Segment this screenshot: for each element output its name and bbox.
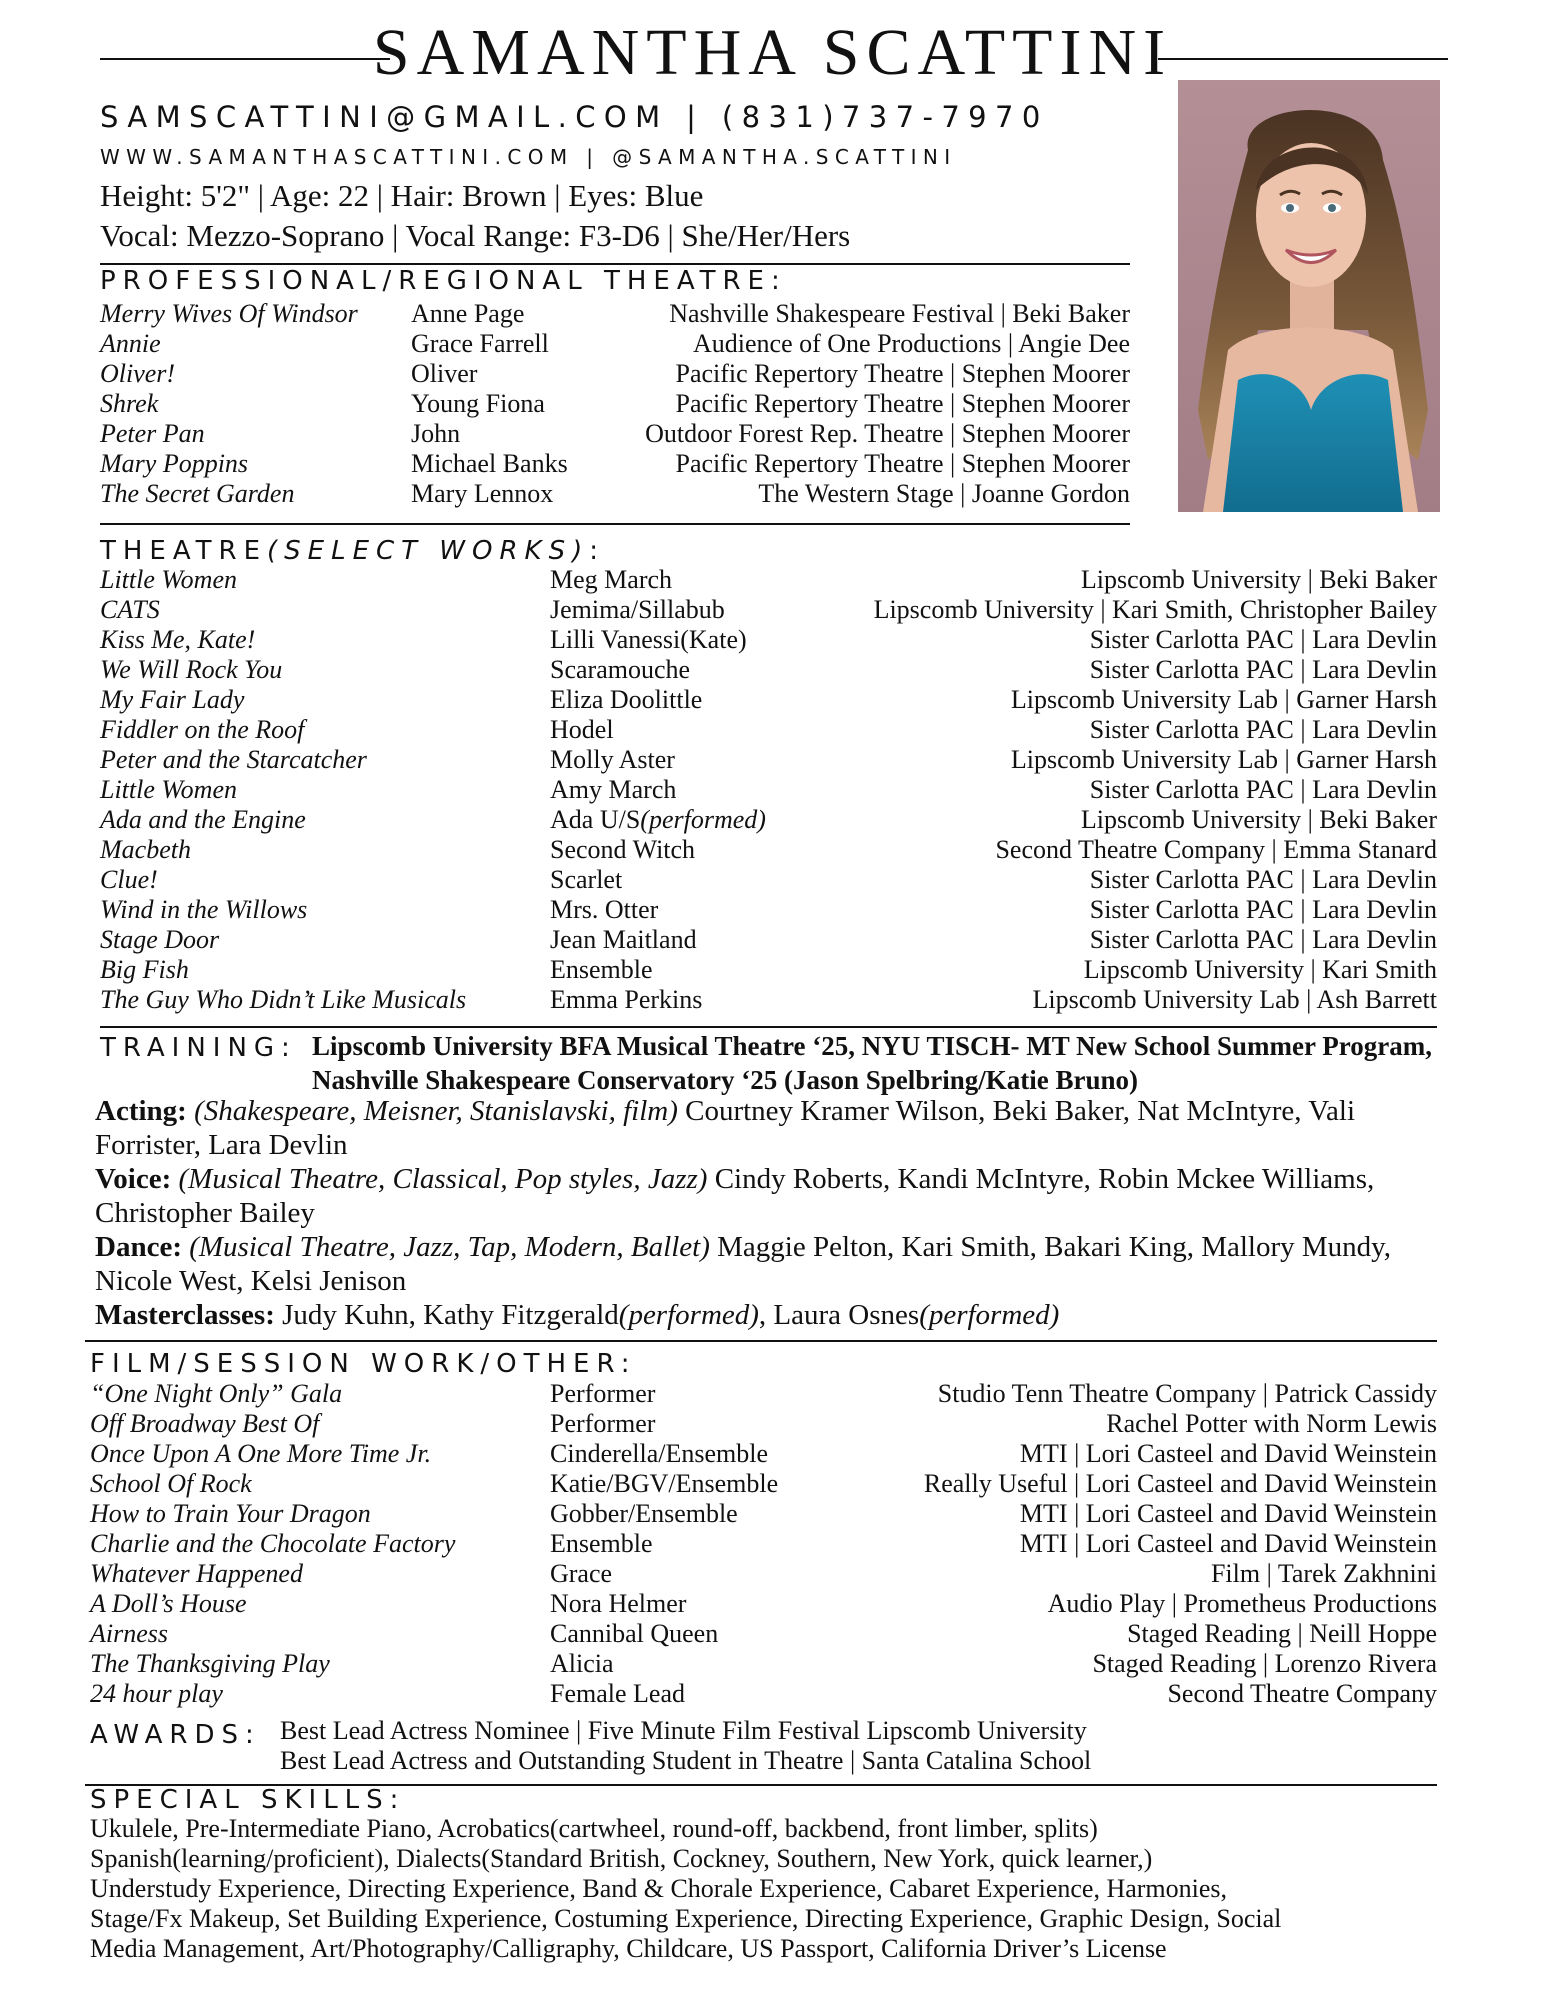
credit-row xyxy=(90,1379,1437,1409)
credit-show: Stage Door xyxy=(100,925,220,954)
physical-stats: Height: 5'2" | Age: 22 | Hair: Brown | Eyes: Blue xyxy=(100,178,704,213)
acting-styles: (Shakespeare, Meisner, Stanislavski, film) xyxy=(194,1095,678,1127)
credit-role: Hodel xyxy=(550,715,614,744)
credit-show: Wind in the Willows xyxy=(100,895,308,924)
skills-line: Media Management, Art/Photography/Calligraphy, Childcare, US Passport, California Driver’s License xyxy=(90,1934,1167,1963)
credit-company: Nashville Shakespeare Festival | Beki Baker xyxy=(669,299,1130,328)
credit-row xyxy=(100,925,1437,955)
credit-row xyxy=(90,1469,1437,1499)
credit-show: Airness xyxy=(90,1619,168,1648)
credit-company: Sister Carlotta PAC | Lara Devlin xyxy=(1089,895,1437,924)
credit-company: Pacific Repertory Theatre | Stephen Moorer xyxy=(675,449,1130,478)
credit-show: CATS xyxy=(100,595,160,624)
credit-company: Second Theatre Company | Emma Stanard xyxy=(995,835,1437,864)
credit-company: Sister Carlotta PAC | Lara Devlin xyxy=(1089,865,1437,894)
credit-company: Audience of One Productions | Angie Dee xyxy=(693,329,1130,358)
performed-note: (performed) xyxy=(919,1299,1060,1331)
credit-show: Fiddler on the Roof xyxy=(100,715,305,744)
credit-row xyxy=(100,359,1130,389)
header-rule-right xyxy=(1158,58,1448,60)
credit-row xyxy=(90,1439,1437,1469)
credit-row xyxy=(100,895,1437,925)
training-masterclasses xyxy=(95,1298,1440,1332)
credit-company: Rachel Potter with Norm Lewis xyxy=(1106,1409,1437,1438)
credit-show: The Thanksgiving Play xyxy=(90,1649,330,1678)
voice-styles: (Musical Theatre, Classical, Pop styles, Jazz) xyxy=(178,1163,708,1195)
credit-company: Lipscomb University | Beki Baker xyxy=(1080,805,1437,834)
credit-row xyxy=(100,299,1130,329)
credit-company: Lipscomb University Lab | Garner Harsh xyxy=(1010,745,1437,774)
credit-company: Lipscomb University | Beki Baker xyxy=(1080,565,1437,594)
credit-row xyxy=(90,1409,1437,1439)
credit-role: Ensemble xyxy=(550,1529,653,1558)
credit-show: Little Women xyxy=(100,775,237,804)
credit-company: Lipscomb University Lab | Garner Harsh xyxy=(1010,685,1437,714)
credit-row xyxy=(100,479,1130,509)
credit-show: Whatever Happened xyxy=(90,1559,303,1588)
credit-row xyxy=(100,805,1437,835)
dance-styles: (Musical Theatre, Jazz, Tap, Modern, Ballet) xyxy=(189,1231,710,1263)
credit-company: Pacific Repertory Theatre | Stephen Moorer xyxy=(675,359,1130,388)
credit-role: Female Lead xyxy=(550,1679,685,1708)
skills-line: Understudy Experience, Directing Experience, Band & Chorale Experience, Cabaret Experience, Harmonies, xyxy=(90,1874,1228,1903)
training-dance xyxy=(95,1230,1440,1298)
credit-role: Cinderella/Ensemble xyxy=(550,1439,769,1468)
skills-list xyxy=(90,1814,1440,1964)
credit-show: Merry Wives Of Windsor xyxy=(100,299,358,328)
credit-company: Film | Tarek Zakhnini xyxy=(1210,1559,1437,1588)
credit-show: Macbeth xyxy=(100,835,191,864)
film-credits-list xyxy=(90,1379,1437,1709)
credit-company: MTI | Lori Casteel and David Weinstein xyxy=(1019,1529,1437,1558)
performed-note: (performed) xyxy=(618,1299,759,1331)
credit-role: Meg March xyxy=(550,565,673,594)
credit-show: Mary Poppins xyxy=(100,449,249,478)
credit-company: Pacific Repertory Theatre | Stephen Moorer xyxy=(675,389,1130,418)
credit-row xyxy=(100,389,1130,419)
skills-line: Spanish(learning/proficient), Dialects(Standard British, Cockney, Southern, New York, quick learner,) xyxy=(90,1844,1153,1873)
section-heading-skills: SPECIAL SKILLS: xyxy=(90,1785,406,1815)
credit-show: 24 hour play xyxy=(90,1679,223,1708)
credit-show: Little Women xyxy=(100,565,237,594)
credit-role: Amy March xyxy=(550,775,677,804)
credit-role: Jean Maitland xyxy=(550,925,697,954)
credit-row xyxy=(100,595,1437,625)
credit-row xyxy=(100,835,1437,865)
credit-role: Ensemble xyxy=(550,955,653,984)
credit-row xyxy=(100,419,1130,449)
credit-role: Mary Lennox xyxy=(411,479,554,508)
credit-row xyxy=(100,565,1437,595)
credit-company: The Western Stage | Joanne Gordon xyxy=(758,479,1130,508)
credit-row xyxy=(90,1499,1437,1529)
theatre-heading-main: THEATRE xyxy=(100,536,268,566)
credit-role: Ada U/S(performed) xyxy=(550,805,766,834)
credit-role: Lilli Vanessi(Kate) xyxy=(550,625,747,654)
credit-role: Mrs. Otter xyxy=(550,895,659,924)
acting-teachers: Courtney Kramer Wilson, Beki Baker, Nat McIntyre, Vali Forrister, Lara Devlin xyxy=(95,1095,1355,1161)
masterclasses-label: Masterclasses: xyxy=(95,1299,275,1331)
section-heading-professional: PROFESSIONAL/REGIONAL THEATRE: xyxy=(100,266,787,296)
contact-email-phone: SAMSCATTINI@GMAIL.COM | (831)737-7970 xyxy=(100,100,1049,134)
performed-note: (performed) xyxy=(640,805,766,834)
credit-row xyxy=(90,1559,1437,1589)
credit-role: John xyxy=(411,419,461,448)
credit-row xyxy=(100,715,1437,745)
credit-company: Staged Reading | Neill Hoppe xyxy=(1127,1619,1437,1648)
voice-teachers: Cindy Roberts, Kandi McIntyre, Robin Mckee Williams, Christopher Bailey xyxy=(95,1163,1375,1229)
credit-show: The Secret Garden xyxy=(100,479,295,508)
resume-header xyxy=(0,18,1545,88)
credit-show: We Will Rock You xyxy=(100,655,283,684)
credit-row xyxy=(90,1529,1437,1559)
credit-role: Grace xyxy=(550,1559,613,1588)
divider xyxy=(100,523,1130,525)
credit-show: “One Night Only” Gala xyxy=(90,1379,343,1408)
credit-role: Eliza Doolittle xyxy=(550,685,703,714)
credit-show: School Of Rock xyxy=(90,1469,252,1498)
credit-role: Jemima/Sillabub xyxy=(550,595,725,624)
credit-company: Sister Carlotta PAC | Lara Devlin xyxy=(1089,655,1437,684)
credit-role: Alicia xyxy=(550,1649,614,1678)
credit-row xyxy=(90,1679,1437,1709)
credit-show: The Guy Who Didn’t Like Musicals xyxy=(100,985,467,1014)
credit-role: Grace Farrell xyxy=(411,329,549,358)
headshot-photo xyxy=(1178,80,1440,512)
credit-row xyxy=(100,655,1437,685)
skills-line: Ukulele, Pre-Intermediate Piano, Acrobatics(cartwheel, round-off, backbend, front limber, splits) xyxy=(90,1814,1098,1843)
section-heading-awards: AWARDS: xyxy=(90,1720,261,1750)
credit-row xyxy=(100,449,1130,479)
theatre-credits-list xyxy=(100,565,1437,1015)
credit-role: Scarlet xyxy=(550,865,623,894)
section-heading-theatre xyxy=(100,536,605,566)
credit-row xyxy=(100,985,1437,1015)
training-voice xyxy=(95,1162,1440,1230)
credit-role: Performer xyxy=(550,1379,656,1408)
credit-show: Annie xyxy=(100,329,161,358)
dance-label: Dance: xyxy=(95,1231,182,1263)
credit-row xyxy=(100,865,1437,895)
professional-credits-list xyxy=(100,299,1130,509)
divider xyxy=(85,1340,1437,1342)
credit-company: Audio Play | Prometheus Productions xyxy=(1047,1589,1437,1618)
credit-role: Emma Perkins xyxy=(550,985,703,1014)
credit-role: Scaramouche xyxy=(550,655,691,684)
award-item: Best Lead Actress Nominee | Five Minute Film Festival Lipscomb University xyxy=(280,1716,1087,1745)
credit-company: Lipscomb University | Kari Smith, Christopher Bailey xyxy=(873,595,1437,624)
credit-row xyxy=(100,685,1437,715)
credit-company: Sister Carlotta PAC | Lara Devlin xyxy=(1089,715,1437,744)
credit-company: Lipscomb University Lab | Ash Barrett xyxy=(1032,985,1437,1014)
credit-role: Molly Aster xyxy=(550,745,675,774)
credit-company: Staged Reading | Lorenzo Rivera xyxy=(1092,1649,1437,1678)
credit-show: Big Fish xyxy=(100,955,189,984)
credit-show: A Doll’s House xyxy=(90,1589,247,1618)
performer-name: SAMANTHA SCATTINI xyxy=(372,16,1173,89)
credit-row xyxy=(90,1649,1437,1679)
section-heading-film: FILM/SESSION WORK/OTHER: xyxy=(90,1349,637,1379)
award-item: Best Lead Actress and Outstanding Student in Theatre | Santa Catalina School xyxy=(280,1746,1092,1775)
credit-show: Oliver! xyxy=(100,359,176,388)
credit-role: Oliver xyxy=(411,359,478,388)
training-schools: Lipscomb University BFA Musical Theatre ‘25, NYU TISCH- MT New School Summer Program, Nashville Shakespeare Conservatory ‘25 (Jason Spelbring/Katie Bruno) xyxy=(312,1031,1432,1095)
credit-show: Peter and the Starcatcher xyxy=(100,745,367,774)
masterclasses-teachers-1: Judy Kuhn, Kathy Fitzgerald xyxy=(282,1299,619,1331)
credit-role: Second Witch xyxy=(550,835,696,864)
credit-row xyxy=(100,775,1437,805)
credit-role: Michael Banks xyxy=(411,449,568,478)
dance-teachers: Maggie Pelton, Kari Smith, Bakari King, Mallory Mundy, Nicole West, Kelsi Jenison xyxy=(95,1231,1392,1297)
credit-show: Charlie and the Chocolate Factory xyxy=(90,1529,456,1558)
section-heading-training: TRAINING: xyxy=(100,1033,297,1063)
credit-role: Nora Helmer xyxy=(550,1589,687,1618)
credit-company: Sister Carlotta PAC | Lara Devlin xyxy=(1089,625,1437,654)
credit-company: Second Theatre Company xyxy=(1167,1679,1437,1708)
credit-company: Lipscomb University | Kari Smith xyxy=(1083,955,1437,984)
acting-label: Acting: xyxy=(95,1095,187,1127)
voice-label: Voice: xyxy=(95,1163,172,1195)
divider xyxy=(100,263,1130,265)
credit-row xyxy=(100,625,1437,655)
credit-show: Peter Pan xyxy=(100,419,205,448)
masterclasses-teachers-2: , Laura Osnes xyxy=(758,1299,920,1331)
credit-role: Young Fiona xyxy=(411,389,545,418)
credit-row xyxy=(100,745,1437,775)
credit-company: Really Useful | Lori Casteel and David Weinstein xyxy=(923,1469,1437,1498)
credit-show: How to Train Your Dragon xyxy=(90,1499,371,1528)
credit-row xyxy=(100,329,1130,359)
training-acting xyxy=(95,1094,1440,1162)
credit-role: Gobber/Ensemble xyxy=(550,1499,738,1528)
credit-company: Sister Carlotta PAC | Lara Devlin xyxy=(1089,775,1437,804)
contact-website-social: WWW.SAMANTHASCATTINI.COM | @SAMANTHA.SCATTINI xyxy=(100,145,957,169)
credit-row xyxy=(90,1589,1437,1619)
credit-show: My Fair Lady xyxy=(100,685,245,714)
credit-company: MTI | Lori Casteel and David Weinstein xyxy=(1019,1499,1437,1528)
credit-role: Performer xyxy=(550,1409,656,1438)
credit-company: Sister Carlotta PAC | Lara Devlin xyxy=(1089,925,1437,954)
divider xyxy=(100,1026,1437,1028)
credit-show: Kiss Me, Kate! xyxy=(100,625,256,654)
credit-show: Clue! xyxy=(100,865,158,894)
theatre-heading-colon: : xyxy=(589,536,606,566)
credit-role: Katie/BGV/Ensemble xyxy=(550,1469,779,1498)
credit-show: Off Broadway Best Of xyxy=(90,1409,320,1438)
credit-role: Cannibal Queen xyxy=(550,1619,719,1648)
vocal-stats: Vocal: Mezzo-Soprano | Vocal Range: F3-D6 | She/Her/Hers xyxy=(100,218,851,253)
credit-show: Ada and the Engine xyxy=(100,805,306,834)
theatre-heading-italic: (SELECT WORKS) xyxy=(267,536,590,566)
credit-company: MTI | Lori Casteel and David Weinstein xyxy=(1019,1439,1437,1468)
skills-line: Stage/Fx Makeup, Set Building Experience, Costuming Experience, Directing Experience, Graphic Design, Social xyxy=(90,1904,1282,1933)
credit-company: Studio Tenn Theatre Company | Patrick Cassidy xyxy=(937,1379,1437,1408)
credit-company: Outdoor Forest Rep. Theatre | Stephen Moorer xyxy=(645,419,1130,448)
credit-row xyxy=(90,1619,1437,1649)
credit-row xyxy=(100,955,1437,985)
credit-show: Once Upon A One More Time Jr. xyxy=(90,1439,432,1468)
credit-show: Shrek xyxy=(100,389,159,418)
credit-role: Anne Page xyxy=(411,299,525,328)
